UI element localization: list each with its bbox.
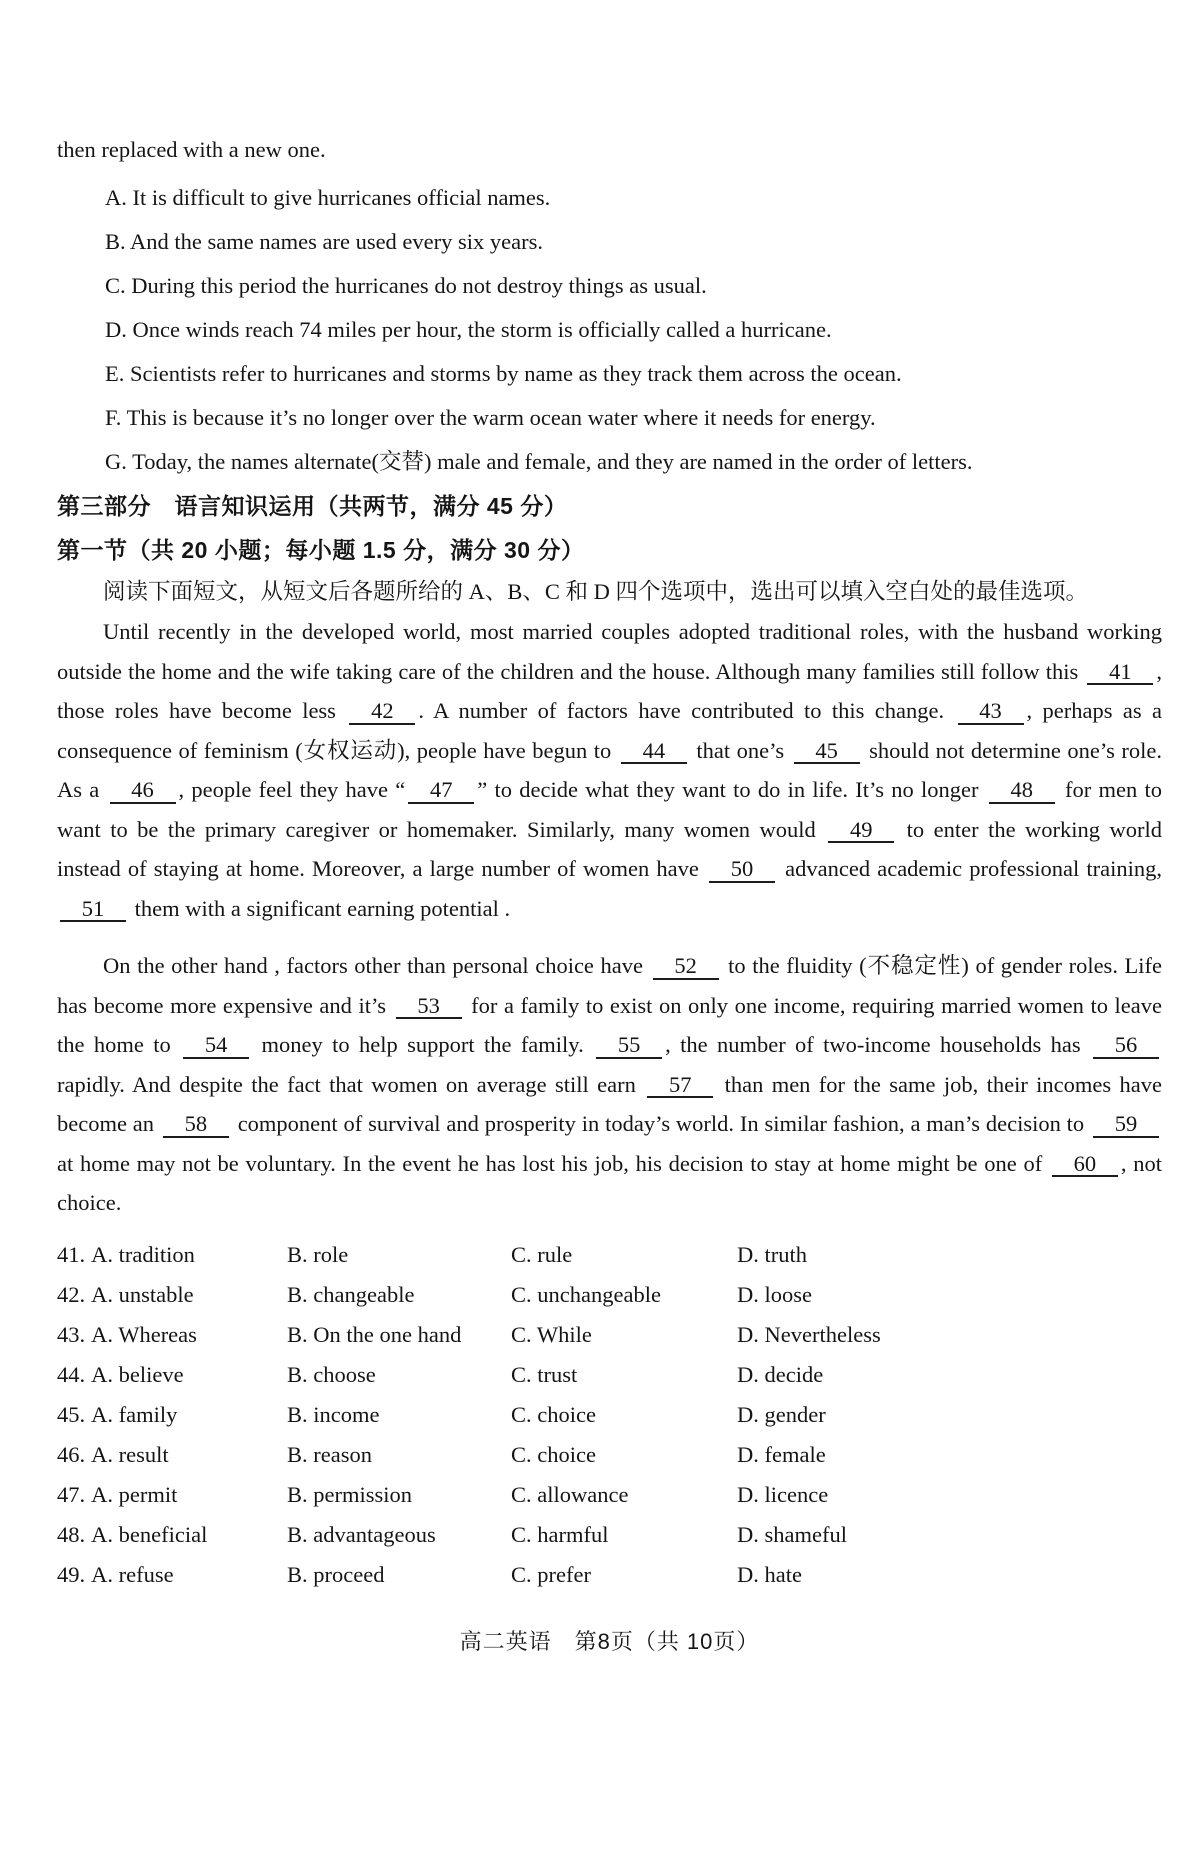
choice-a <box>57 1395 287 1435</box>
passage-text: money to help support the family. <box>252 1032 594 1057</box>
choice-c <box>511 1515 737 1555</box>
choice-d <box>737 1475 1162 1515</box>
choice-label: B. <box>287 1401 308 1427</box>
passage-text: , perhaps as a consequence of feminism (女权运动), people have begun to <box>57 698 1162 763</box>
passage-text: . A number of factors have contributed to this change. <box>418 698 955 723</box>
choice-text: permit <box>118 1481 178 1507</box>
section1-heading: 第一节（共 20 小题；每小题 1.5 分，满分 30 分） <box>57 537 585 563</box>
choice-b <box>287 1555 511 1595</box>
reading-option-a <box>57 176 1162 220</box>
question-row-41 <box>57 1235 1162 1275</box>
question-row-49 <box>57 1555 1162 1595</box>
choice-c <box>511 1235 737 1275</box>
choice-label: A. <box>91 1361 113 1387</box>
choice-label: B. <box>287 1521 308 1547</box>
page-footer: 高二英语 第8页（共 10页） <box>459 1628 760 1654</box>
question-number: 48. <box>57 1521 86 1547</box>
reading-option-f <box>57 396 1162 440</box>
choice-d <box>737 1395 1162 1435</box>
choice-text: Nevertheless <box>764 1321 881 1347</box>
choice-d <box>737 1555 1162 1595</box>
option-letter: C. <box>105 273 126 298</box>
passage-text: ” to decide what they want to do in life. It’s no longer <box>477 777 986 802</box>
choice-label: B. <box>287 1561 308 1587</box>
choice-text: harmful <box>537 1521 609 1547</box>
choice-b <box>287 1235 511 1275</box>
passage-text: On the other hand , factors other than personal choice have <box>103 953 650 978</box>
question-row-45 <box>57 1395 1162 1435</box>
choice-a <box>57 1555 287 1595</box>
choice-label: C. <box>511 1361 532 1387</box>
choice-d <box>737 1515 1162 1555</box>
choice-text: While <box>536 1321 592 1347</box>
choice-label: D. <box>737 1481 759 1507</box>
choice-d <box>737 1315 1162 1355</box>
choice-c <box>511 1555 737 1595</box>
passage-text: Until recently in the developed world, most married couples adopted traditional roles, with the husband working outside the home and the wife taking care of the children and the house. Although many families still follow this <box>57 619 1162 684</box>
option-letter: D. <box>105 317 127 342</box>
cloze-blank-48: 48 <box>989 778 1055 804</box>
cloze-blank-60: 60 <box>1052 1152 1118 1178</box>
choice-text: hate <box>764 1561 802 1587</box>
cloze-blank-50: 50 <box>709 857 775 883</box>
choice-text: beneficial <box>118 1521 208 1547</box>
choice-label: D. <box>737 1321 759 1347</box>
choice-label: B. <box>287 1281 308 1307</box>
question-number: 49. <box>57 1561 86 1587</box>
choice-label: C. <box>511 1321 532 1347</box>
choice-label: A. <box>91 1281 113 1307</box>
passage-text: to the fluidity (不稳定性) of gender roles. Life has become more expensive and it’s <box>57 953 1162 1018</box>
reading-option-g <box>57 440 1162 484</box>
choice-label: C. <box>511 1281 532 1307</box>
choice-c <box>511 1395 737 1435</box>
passage-text: should not determine one’s role. As a <box>57 737 1163 802</box>
choice-text: Whereas <box>118 1321 197 1347</box>
choice-a <box>57 1435 287 1475</box>
cloze-paragraph-2 <box>57 946 1162 1223</box>
choice-text: role <box>313 1241 349 1267</box>
question-row-47 <box>57 1475 1162 1515</box>
passage-text: , the number of two-income households has <box>665 1032 1091 1057</box>
choice-text: allowance <box>537 1481 629 1507</box>
choice-label: C. <box>511 1241 532 1267</box>
cloze-blank-46: 46 <box>110 778 176 804</box>
question-number: 41. <box>57 1241 86 1267</box>
choice-text: rule <box>537 1241 573 1267</box>
choice-text: refuse <box>118 1561 174 1587</box>
choice-label: B. <box>287 1321 308 1347</box>
choice-b <box>287 1515 511 1555</box>
choice-b <box>287 1275 511 1315</box>
option-text: Once winds reach 74 miles per hour, the storm is officially called a hurricane. <box>132 317 832 342</box>
choice-text: changeable <box>313 1281 415 1307</box>
choice-b <box>287 1355 511 1395</box>
choice-text: licence <box>764 1481 829 1507</box>
choice-text: gender <box>764 1401 826 1427</box>
choice-text: loose <box>764 1281 812 1307</box>
choice-c <box>511 1275 737 1315</box>
choice-label: B. <box>287 1481 308 1507</box>
passage-text: to enter the working world instead of staying at home. Moreover, a large number of women have <box>57 816 1162 881</box>
question-number: 44. <box>57 1361 86 1387</box>
choice-label: D. <box>737 1561 759 1587</box>
question-row-42 <box>57 1275 1162 1315</box>
choice-a <box>57 1515 287 1555</box>
choice-text: unchangeable <box>537 1281 661 1307</box>
question-number: 45. <box>57 1401 86 1427</box>
continuation-line: then replaced with a new one. <box>57 137 326 162</box>
question-number: 47. <box>57 1481 86 1507</box>
choice-label: A. <box>91 1561 113 1587</box>
choice-label: D. <box>737 1521 759 1547</box>
choice-label: A. <box>91 1521 113 1547</box>
choice-text: On the one hand <box>313 1321 462 1347</box>
reading-option-c <box>57 264 1162 308</box>
option-text: And the same names are used every six years. <box>130 229 544 254</box>
cloze-blank-52: 52 <box>653 954 719 980</box>
part3-heading: 第三部分 语言知识运用（共两节，满分 45 分） <box>57 493 568 519</box>
choice-c <box>511 1315 737 1355</box>
choice-text: choose <box>313 1361 376 1387</box>
cloze-instructions: 阅读下面短文，从短文后各题所给的 A、B、C 和 D 四个选项中，选出可以填入空白处的最佳选项。 <box>103 579 1089 604</box>
cloze-blank-47: 47 <box>408 778 474 804</box>
choice-text: income <box>313 1401 380 1427</box>
reading-options-list <box>57 176 1162 484</box>
choice-label: C. <box>511 1521 532 1547</box>
choice-label: D. <box>737 1281 759 1307</box>
choice-text: shameful <box>764 1521 847 1547</box>
choice-c <box>511 1355 737 1395</box>
choice-a <box>57 1475 287 1515</box>
cloze-blank-42: 42 <box>349 699 415 725</box>
option-letter: B. <box>105 229 126 254</box>
cloze-questions <box>57 1235 1162 1595</box>
choice-label: B. <box>287 1361 308 1387</box>
cloze-blank-53: 53 <box>396 994 462 1020</box>
choice-text: advantageous <box>313 1521 436 1547</box>
choice-text: believe <box>118 1361 184 1387</box>
choice-label: B. <box>287 1241 308 1267</box>
choice-a <box>57 1355 287 1395</box>
choice-text: choice <box>537 1401 596 1427</box>
choice-text: decide <box>764 1361 824 1387</box>
question-number: 43. <box>57 1321 86 1347</box>
cloze-blank-58: 58 <box>163 1112 229 1138</box>
choice-label: C. <box>511 1441 532 1467</box>
choice-text: proceed <box>313 1561 385 1587</box>
choice-label: D. <box>737 1361 759 1387</box>
passage-text: for men to want to be the primary caregiver or homemaker. Similarly, many women would <box>57 777 1162 842</box>
passage-text: rapidly. And despite the fact that women on average still earn <box>57 1071 645 1097</box>
choice-label: A. <box>91 1481 113 1507</box>
option-letter: A. <box>105 185 127 210</box>
choice-label: A. <box>91 1441 113 1467</box>
choice-d <box>737 1235 1162 1275</box>
choice-b <box>287 1475 511 1515</box>
choice-label: B. <box>287 1441 308 1467</box>
choice-label: C. <box>511 1561 532 1587</box>
choice-a <box>57 1315 287 1355</box>
passage-text: that one’s <box>689 737 791 763</box>
choice-text: family <box>118 1401 178 1427</box>
reading-option-d <box>57 308 1162 352</box>
choice-b <box>287 1315 511 1355</box>
choice-text: trust <box>537 1361 578 1387</box>
reading-option-b <box>57 220 1162 264</box>
cloze-blank-55: 55 <box>596 1033 662 1059</box>
choice-b <box>287 1435 511 1475</box>
passage-text: component of survival and prosperity in today’s world. In similar fashion, a man’s decision to <box>231 1111 1090 1136</box>
choice-c <box>511 1435 737 1475</box>
passage-text: at home may not be voluntary. In the event he has lost his job, his decision to stay at home might be one of <box>57 1150 1049 1176</box>
option-text: Scientists refer to hurricanes and storms by name as they track them across the ocean. <box>130 361 902 386</box>
cloze-blank-49: 49 <box>828 818 894 844</box>
choice-label: D. <box>737 1401 759 1427</box>
cloze-blank-45: 45 <box>794 739 860 765</box>
passage-text: , people feel they have “ <box>178 777 406 802</box>
option-text: This is because it’s no longer over the warm ocean water where it needs for energy. <box>126 405 876 430</box>
choice-text: result <box>118 1441 169 1467</box>
cloze-blank-56: 56 <box>1093 1033 1159 1059</box>
cloze-paragraph-1 <box>57 612 1162 928</box>
question-row-46 <box>57 1435 1162 1475</box>
question-row-48 <box>57 1515 1162 1555</box>
cloze-blank-41: 41 <box>1087 660 1153 686</box>
option-text: It is difficult to give hurricanes official names. <box>132 185 551 210</box>
cloze-blank-59: 59 <box>1093 1112 1159 1138</box>
passage-text: them with a significant earning potential . <box>129 895 511 921</box>
question-row-44 <box>57 1355 1162 1395</box>
question-number: 46. <box>57 1441 86 1467</box>
choice-label: A. <box>91 1321 113 1347</box>
option-letter: F. <box>105 405 122 430</box>
choice-label: D. <box>737 1441 759 1467</box>
choice-text: permission <box>313 1481 413 1507</box>
cloze-blank-57: 57 <box>647 1073 713 1099</box>
passage-text: for a family to exist on only one income, requiring married women to leave the home to <box>57 992 1162 1057</box>
choice-label: C. <box>511 1481 532 1507</box>
choice-label: C. <box>511 1401 532 1427</box>
cloze-blank-51: 51 <box>60 897 126 923</box>
choice-label: A. <box>91 1241 113 1267</box>
question-number: 42. <box>57 1281 86 1307</box>
choice-text: choice <box>537 1441 596 1467</box>
choice-d <box>737 1275 1162 1315</box>
passage-text: than men for the same job, their incomes have become an <box>57 1071 1162 1136</box>
choice-label: A. <box>91 1401 113 1427</box>
choice-text: truth <box>764 1241 807 1267</box>
choice-b <box>287 1395 511 1435</box>
passage-text: advanced academic professional training, <box>778 856 1162 881</box>
passage-text: , those roles have become less <box>57 658 1162 723</box>
choice-text: reason <box>313 1441 372 1467</box>
choice-c <box>511 1475 737 1515</box>
reading-option-e <box>57 352 1162 396</box>
choice-d <box>737 1355 1162 1395</box>
option-letter: G. <box>105 449 127 474</box>
option-text: Today, the names alternate(交替) male and female, and they are named in the order of letters. <box>132 449 973 474</box>
option-letter: E. <box>105 361 125 386</box>
choice-a <box>57 1275 287 1315</box>
choice-a <box>57 1235 287 1275</box>
cloze-blank-44: 44 <box>621 739 687 765</box>
question-row-43 <box>57 1315 1162 1355</box>
choice-text: tradition <box>118 1241 195 1267</box>
cloze-blank-54: 54 <box>183 1033 249 1059</box>
choice-text: female <box>764 1441 826 1467</box>
choice-text: unstable <box>118 1281 194 1307</box>
choice-d <box>737 1435 1162 1475</box>
cloze-blank-43: 43 <box>958 699 1024 725</box>
option-text: During this period the hurricanes do not destroy things as usual. <box>131 273 707 298</box>
passage-text: , not choice. <box>57 1150 1162 1215</box>
choice-text: prefer <box>537 1561 591 1587</box>
choice-label: D. <box>737 1241 759 1267</box>
